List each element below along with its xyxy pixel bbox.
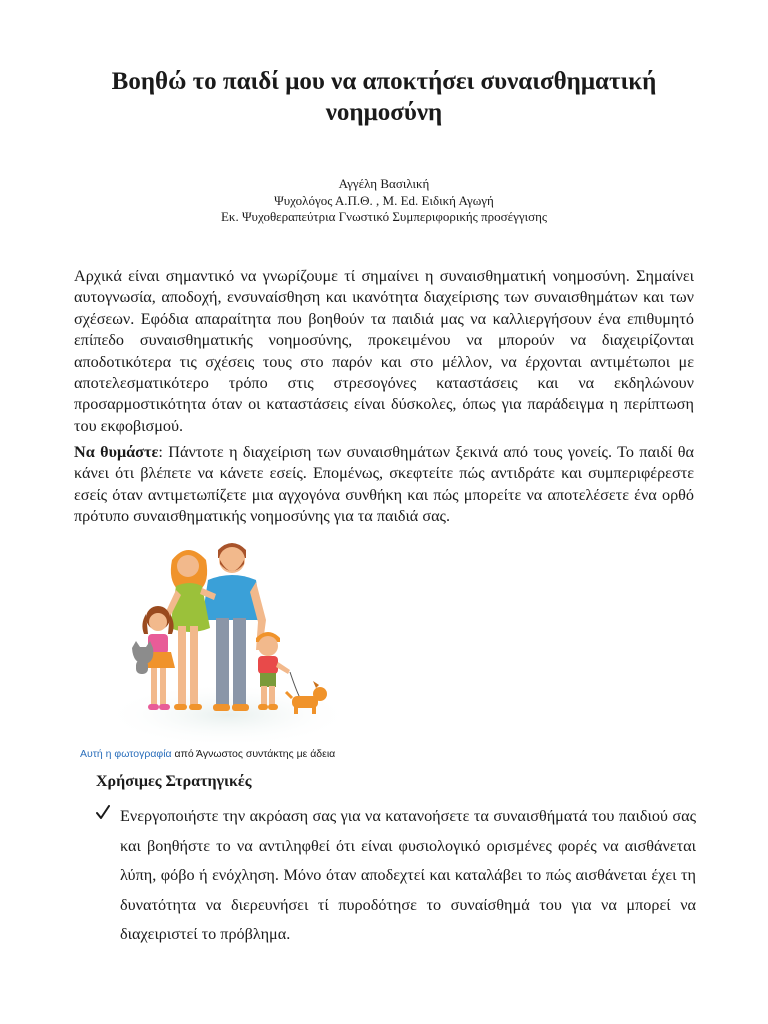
strategy-item [96,802,696,950]
image-caption [80,748,335,760]
reminder-text: : Πάντοτε η διαχείριση των συναισθημάτων ξεκινά από τους γονείς. Το παιδί θα κάνει ότι βλέπετε να κάνετε εσείς. Επομένως, σκεφτείτε πώς αντιδράτε και συμπεριφέρεστε εσείς όταν αντιμετωπίζετε μια αγχογόνα συνθήκη και πώς μπορείτε να αποτελέσετε ένα ορθό πρότυπο συναισθηματικής νοημοσύνης για τα παιδιά σας. [74,443,694,526]
intro-paragraph: Αρχικά είναι σημαντικό να γνωρίζουμε τί σημαίνει η συναισθηματική νοημοσύνη. Σημαίνει αυτογνωσία, αποδοχή, ενσυναίσθηση και ικανότητα διαχείρισης των συναισθημάτων και των σχέσεων. Εφόδια απαραίτητα που βοηθούν τα παιδιά μας να καλλιεργήσουν ένα επιθυμητό επίπεδο συναισθηματικής νοημοσύνης, προκειμένου να μπορούν να διαχειρίζονται αποδοτικότερα τις σχέσεις τους στο παρόν και στο μέλλον, να έρχονται αντιμέτωποι με αποτελεσματικότερο τρόπο στις στρεσογόνες καταστάσεις και να εκδηλώνουν προσαρμοστικότητα όταν οι καταστάσεις είναι δύσκολες, όπως για παράδειγμα η περίπτωση του εκφοβισμού. [74,267,694,435]
document-title: Βοηθώ το παιδί μου να αποκτήσει συναισθηματική νοημοσύνη [111,68,657,126]
author-training: Εκ. Ψυχοθεραπεύτρια Γνωστικό Συμπεριφορικής προσέγγισης [220,209,548,224]
checkmark-icon [96,804,110,820]
author-block [150,176,618,226]
reminder-paragraph [74,442,694,528]
author-name: Αγγέλη Βασιλική [338,176,430,191]
photo-link[interactable]: Αυτή η φωτογραφία [80,748,172,760]
author-credentials: Ψυχολόγος Α.Π.Θ. , M. Ed. Ειδική Αγωγή [274,192,494,208]
strategy-text: Ενεργοποιήστε την ακρόαση σας για να κατανοήσετε τα συναισθήματά του παιδιού σας και βοηθήστε το να αντιληφθεί ότι είναι φυσιολογικό ορισμένες φορές να αισθάνεται λύπη, φόβο ή ενόχληση. Μόνο όταν αποδεχτεί και καταλάβει το πώς αισθάνεται έχει τη δυνατότητα να διερευνήσει τί πυροδότησε το συναίσθημά του για να μπορεί να διαχειριστεί το πρόβλημα. [120,807,696,944]
caption-text: από Άγνωστος συντάκτης με άδεια [171,748,336,760]
strategies-heading: Χρήσιμες Στρατηγικές [96,773,252,790]
reminder-lead: Να θυμάστε [74,443,159,461]
family-illustration [108,530,358,745]
cat-figure [132,641,153,674]
